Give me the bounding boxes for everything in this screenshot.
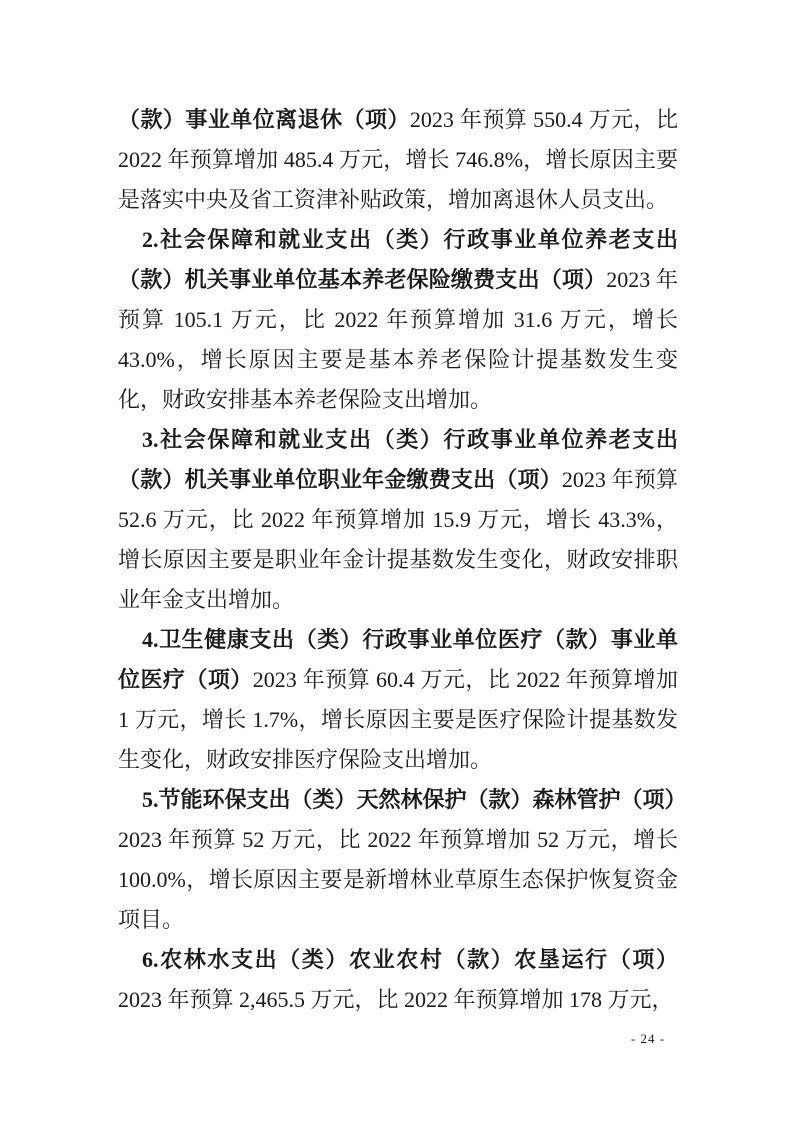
page-number: - 24 - (630, 1031, 666, 1046)
clause-body: 2023 年预算 105.1 万元，比 2022 年预算增加 31.6 万元，增长 43.0%，增长原因主要是基本养老保险计提基数发生变化，财政安排基本养老保险支出增加。 (118, 267, 678, 412)
clause-heading: （款）事业单位离退休（项） (118, 107, 410, 132)
clause-body: 2023 年预算 60.4 万元，比 2022 年预算增加 1 万元，增长 1.7%，增长原因主要是医疗保险计提基数发生变化，财政安排医疗保险支出增加。 (118, 667, 678, 772)
clause-heading: 6.农林水支出（类）农业农村（款）农垦运行（项） (142, 947, 678, 972)
paragraph-item-6 (118, 940, 678, 1020)
paragraph-item-3 (118, 420, 678, 620)
paragraph-item-4 (118, 620, 678, 780)
clause-body: 2023 年预算 52.6 万元，比 2022 年预算增加 15.9 万元，增长 43.3%，增长原因主要是职业年金计提基数发生变化，财政安排职业年金支出增加。 (118, 467, 678, 612)
paragraph-item-2 (118, 220, 678, 420)
clause-heading: 5.节能环保支出（类）天然林保护（款）森林管护（项） (142, 787, 687, 812)
clause-heading: 2.社会保障和就业支出（类）行政事业单位养老支出（款）机关事业单位基本养老保险缴费支出（项） (118, 227, 678, 292)
document-body (118, 100, 687, 1020)
clause-body: 2023 年预算 52 万元，比 2022 年预算增加 52 万元，增长 100.0%，增长原因主要是新增林业草原生态保护恢复资金项目。 (118, 827, 678, 932)
clause-body: 2023 年预算 2,465.5 万元，比 2022 年预算增加 178 万元， (118, 987, 674, 1012)
paragraph-item-5 (118, 780, 687, 940)
clause-heading: 3.社会保障和就业支出（类）行政事业单位养老支出（款）机关事业单位职业年金缴费支出（项） (118, 427, 678, 492)
paragraph-continuation (118, 100, 678, 220)
clause-body: 2023 年预算 550.4 万元，比 2022 年预算增加 485.4 万元，增长 746.8%，增长原因主要是落实中央及省工资津补贴政策，增加离退休人员支出。 (118, 107, 678, 212)
clause-heading: 4.卫生健康支出（类）行政事业单位医疗（款）事业单位医疗（项） (118, 627, 678, 692)
